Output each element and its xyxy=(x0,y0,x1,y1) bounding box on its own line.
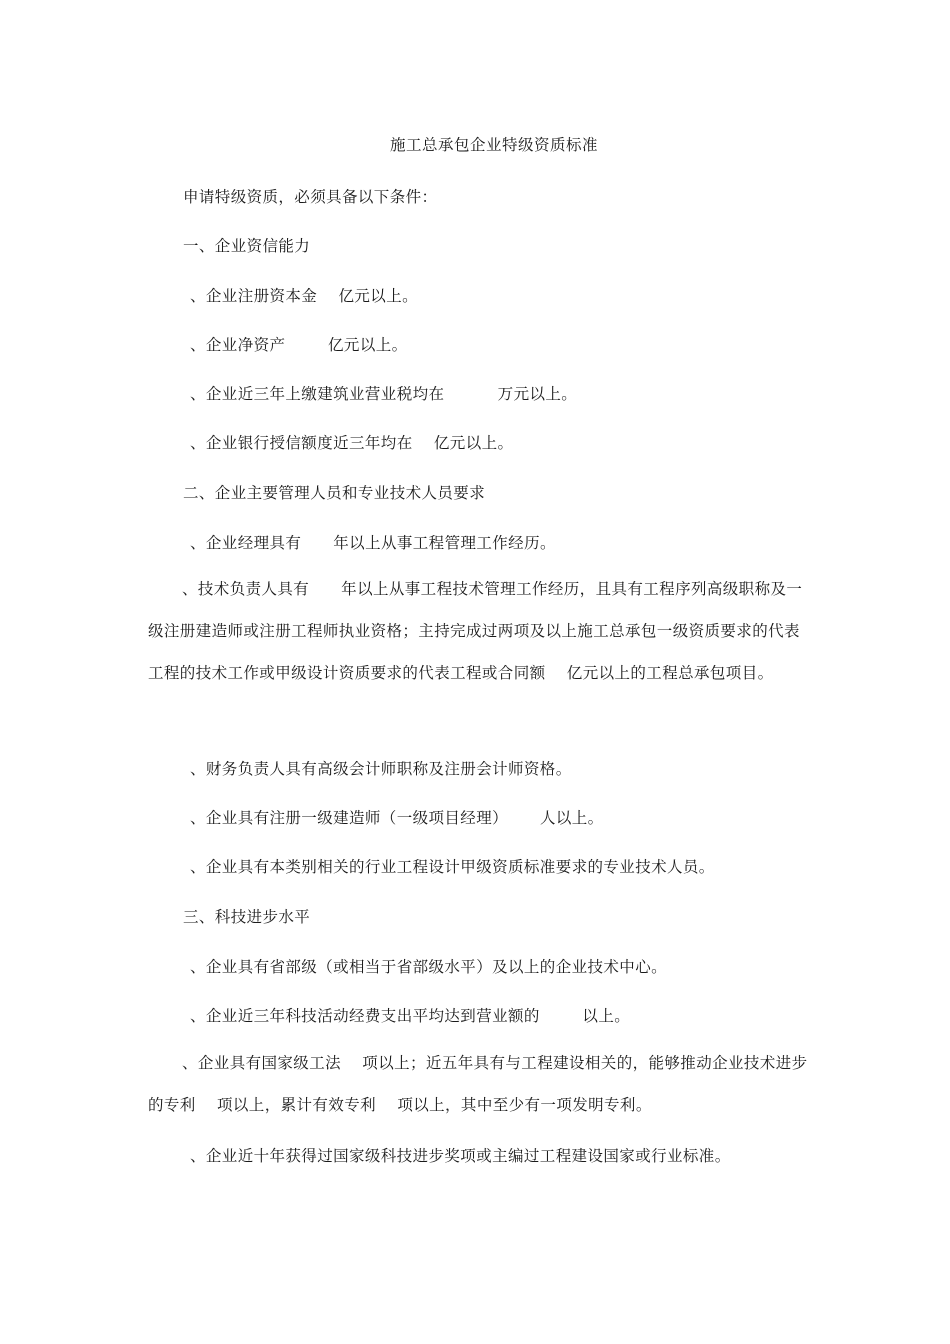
list-item: 、企业近三年科技活动经费支出平均达到营业额的 以上。 xyxy=(190,1007,631,1025)
section-heading-1: 一、企业资信能力 xyxy=(183,237,311,255)
intro-text: 申请特级资质，必须具备以下条件： xyxy=(183,188,438,206)
list-item-paragraph: 、企业具有国家级工法 项以上；近五年具有与工程建设相关的，能够推动企业技术进步的专利 项以上，累计有效专利 项以上，其中至少有一项发明专利。 xyxy=(148,1054,808,1114)
list-item: 、企业注册资本金 亿元以上。 xyxy=(190,287,419,305)
list-item: 、企业具有省部级（或相当于省部级水平）及以上的企业技术中心。 xyxy=(190,958,668,976)
section-heading-3: 三、科技进步水平 xyxy=(183,908,311,926)
list-item: 、企业具有本类别相关的行业工程设计甲级资质标准要求的专业技术人员。 xyxy=(190,858,715,876)
list-item: 、企业近十年获得过国家级科技进步奖项或主编过工程建设国家或行业标准。 xyxy=(190,1147,731,1165)
document-title: 施工总承包企业特级资质标准 xyxy=(389,136,598,154)
list-item: 、企业银行授信额度近三年均在 亿元以上。 xyxy=(190,434,514,452)
list-item: 、财务负责人具有高级会计师职称及注册会计师资格。 xyxy=(190,760,572,778)
list-item: 、企业净资产 亿元以上。 xyxy=(190,336,408,354)
list-item: 、企业具有注册一级建造师（一级项目经理） 人以上。 xyxy=(190,809,604,827)
list-item-paragraph: 、技术负责人具有 年以上从事工程技术管理工作经历，且具有工程序列高级职称及一级注册建造师或注册工程师执业资格；主持完成过两项及以上施工总承包一级资质要求的代表工程的技术工作或甲级设计资质要求的代表工程或合同额 亿元以上的工程总承包项目。 xyxy=(148,580,803,682)
list-item: 、企业近三年上缴建筑业营业税均在 万元以上。 xyxy=(190,385,578,403)
section-heading-2: 二、企业主要管理人员和专业技术人员要求 xyxy=(183,484,486,502)
list-item: 、企业经理具有 年以上从事工程管理工作经历。 xyxy=(190,534,556,552)
